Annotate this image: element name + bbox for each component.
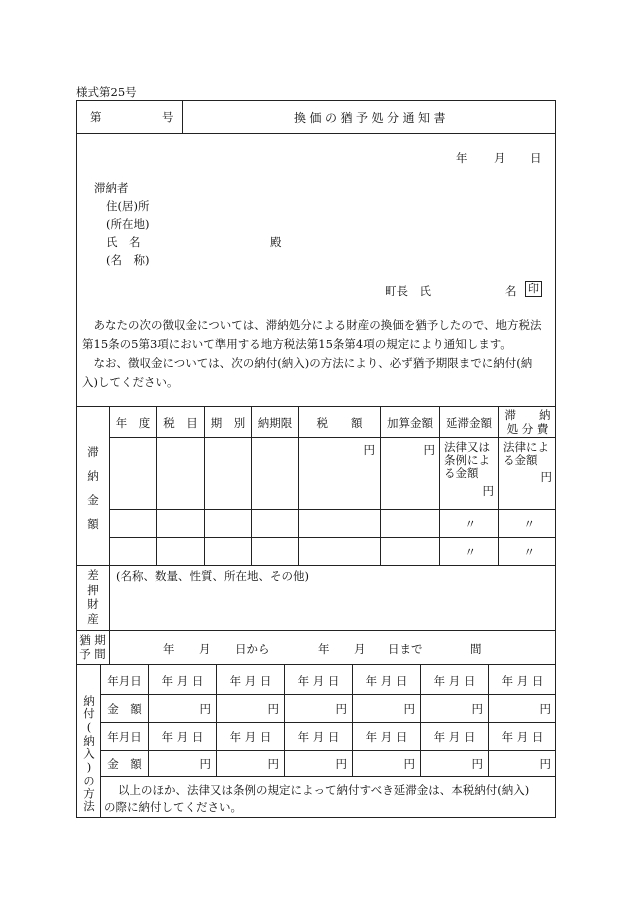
payment-date-cell: 年 月 日 [297, 730, 340, 744]
grace-side-char: 期 [94, 633, 106, 647]
arrears-side-char: 金 [87, 493, 99, 507]
grace-start-year: 年 [163, 642, 175, 656]
payment-date-cell: 年 月 日 [229, 674, 272, 688]
seized-side-char: 財 [87, 597, 99, 611]
address-label: 住(居)所 [106, 199, 150, 213]
payment-note-line2: の際に納付してください。 [104, 800, 242, 814]
payment-date-cell: 年 月 日 [297, 674, 340, 688]
divider [109, 630, 110, 664]
payment-date-cell: 年 月 日 [433, 730, 476, 744]
addressee-heading: 滞納者 [94, 181, 129, 195]
fee-note-2: る金額 [503, 453, 538, 467]
notice-para1-line1: あなたの次の徴収金については、滞納処分による財産の換価を猶予したので、地方税法 [82, 318, 542, 332]
payment-amount-yen: 円 [335, 702, 347, 716]
payment-amount-yen: 円 [335, 757, 347, 771]
grace-end-until: 日まで [388, 642, 423, 656]
late-charge-note-2: 条例によ [444, 453, 490, 467]
notice-para2-line1: なお、徴収金については、次の納付(納入)の方法により、必ず猶予期限までに納付(納 [82, 356, 533, 370]
col-header-late-charge: 延滞金額 [446, 416, 492, 430]
ditto-mark: 〃 [523, 517, 535, 531]
col-header-fiscal-year: 年 度 [115, 416, 151, 430]
payment-method-side-label: 納付(納入)の方法 [82, 695, 96, 813]
name-label: 氏 名 [106, 235, 141, 249]
payment-date-cell: 年 月 日 [501, 730, 544, 744]
payment-date-cell: 年 月 日 [161, 730, 204, 744]
divider [76, 406, 556, 407]
seal-icon: 印 [525, 281, 542, 297]
late-charge-note-1: 法律又は [444, 440, 490, 454]
number-label-right: 号 [162, 110, 174, 124]
grace-start-month: 月 [199, 642, 211, 656]
col-header-tax-amount: 税 額 [316, 416, 363, 430]
seized-property-description: (名称、数量、性質、所在地、その他) [116, 569, 309, 583]
late-charge-note-3: る金額 [444, 466, 479, 480]
ditto-mark: 〃 [464, 517, 476, 531]
payment-date-cell: 年 月 日 [229, 730, 272, 744]
tax-amount-yen: 円 [363, 443, 375, 457]
col-header-due-date: 納期限 [257, 416, 293, 430]
arrears-side-char: 滞 [87, 445, 99, 459]
arrears-side-char: 額 [87, 517, 99, 531]
fee-note-1: 法律によ [503, 440, 549, 454]
col-header-tax-item: 税 目 [163, 416, 198, 430]
date-month: 月 [494, 151, 506, 165]
date-year: 年 [456, 151, 468, 165]
grace-side-char: 予 [79, 647, 91, 661]
ditto-mark: 〃 [464, 545, 476, 559]
payment-amount-yen: 円 [267, 702, 279, 716]
payment-date-cell: 年 月 日 [365, 730, 408, 744]
col-header-disposal-fee-2: 処 分 費 [506, 422, 549, 436]
arrears-side-char: 納 [87, 469, 99, 483]
payment-amount-yen: 円 [539, 757, 551, 771]
divider [100, 776, 556, 777]
payment-amount-label-1: 金 額 [107, 702, 142, 716]
date-day: 日 [530, 151, 542, 165]
additional-amount-yen: 円 [423, 443, 435, 457]
payment-amount-yen: 円 [471, 702, 483, 716]
grace-end-month: 月 [354, 642, 366, 656]
payment-amount-yen: 円 [403, 702, 415, 716]
fee-yen: 円 [540, 470, 552, 484]
divider [76, 630, 556, 631]
seized-side-char: 押 [87, 582, 99, 597]
seized-side-char: 産 [87, 611, 99, 626]
payment-date-cell: 年 月 日 [433, 674, 476, 688]
late-charge-yen: 円 [482, 484, 494, 498]
divider [109, 437, 556, 438]
honorific: 殿 [270, 235, 282, 249]
payment-date-label-1: 年月日 [107, 674, 142, 688]
divider [109, 565, 110, 630]
form-number: 様式第25号 [76, 85, 137, 99]
col-header-additional-amount: 加算金額 [387, 416, 433, 430]
grace-side-char: 猶 [79, 633, 91, 647]
payment-note-line1: 以上のほか、法律又は条例の規定によって納付すべき延滞金は、本税納付(納入) [118, 783, 530, 797]
grace-period-unit: 間 [470, 642, 482, 656]
divider [76, 133, 556, 134]
payment-amount-yen: 円 [539, 702, 551, 716]
payment-amount-yen: 円 [267, 757, 279, 771]
issuer-title: 町長 氏 [385, 284, 431, 298]
payment-date-cell: 年 月 日 [365, 674, 408, 688]
location-label: (所在地) [106, 217, 150, 231]
payment-amount-yen: 円 [199, 757, 211, 771]
grace-side-char: 間 [94, 647, 106, 661]
col-header-period: 期 別 [210, 416, 246, 430]
col-header-disposal-fee-1: 滞 納 [504, 408, 551, 422]
payment-amount-yen: 円 [403, 757, 415, 771]
payment-date-cell: 年 月 日 [161, 674, 204, 688]
document-title: 換価の猶予処分通知書 [294, 111, 450, 125]
grace-start-from: 日から [235, 642, 270, 656]
divider [109, 509, 556, 510]
ditto-mark: 〃 [523, 545, 535, 559]
issuer-name-suffix: 名 [505, 284, 517, 298]
notice-para1-line2: 第15条の5第3項において準用する地方税法第15条第4項の規定により通知します。 [82, 337, 512, 351]
payment-date-label-2: 年月日 [107, 730, 142, 744]
divider [182, 100, 183, 133]
divider [109, 537, 556, 538]
seized-side-char: 差 [87, 568, 99, 582]
payment-amount-yen: 円 [199, 702, 211, 716]
payment-amount-yen: 円 [471, 757, 483, 771]
payment-amount-label-2: 金 額 [107, 757, 142, 771]
name-label-2: (名 称) [106, 253, 150, 267]
payment-date-cell: 年 月 日 [501, 674, 544, 688]
seal-mark [525, 281, 542, 297]
grace-end-year: 年 [318, 642, 330, 656]
divider [76, 565, 556, 566]
number-label-left: 第 [90, 110, 102, 124]
notice-para2-line2: 入)してください。 [82, 375, 179, 389]
